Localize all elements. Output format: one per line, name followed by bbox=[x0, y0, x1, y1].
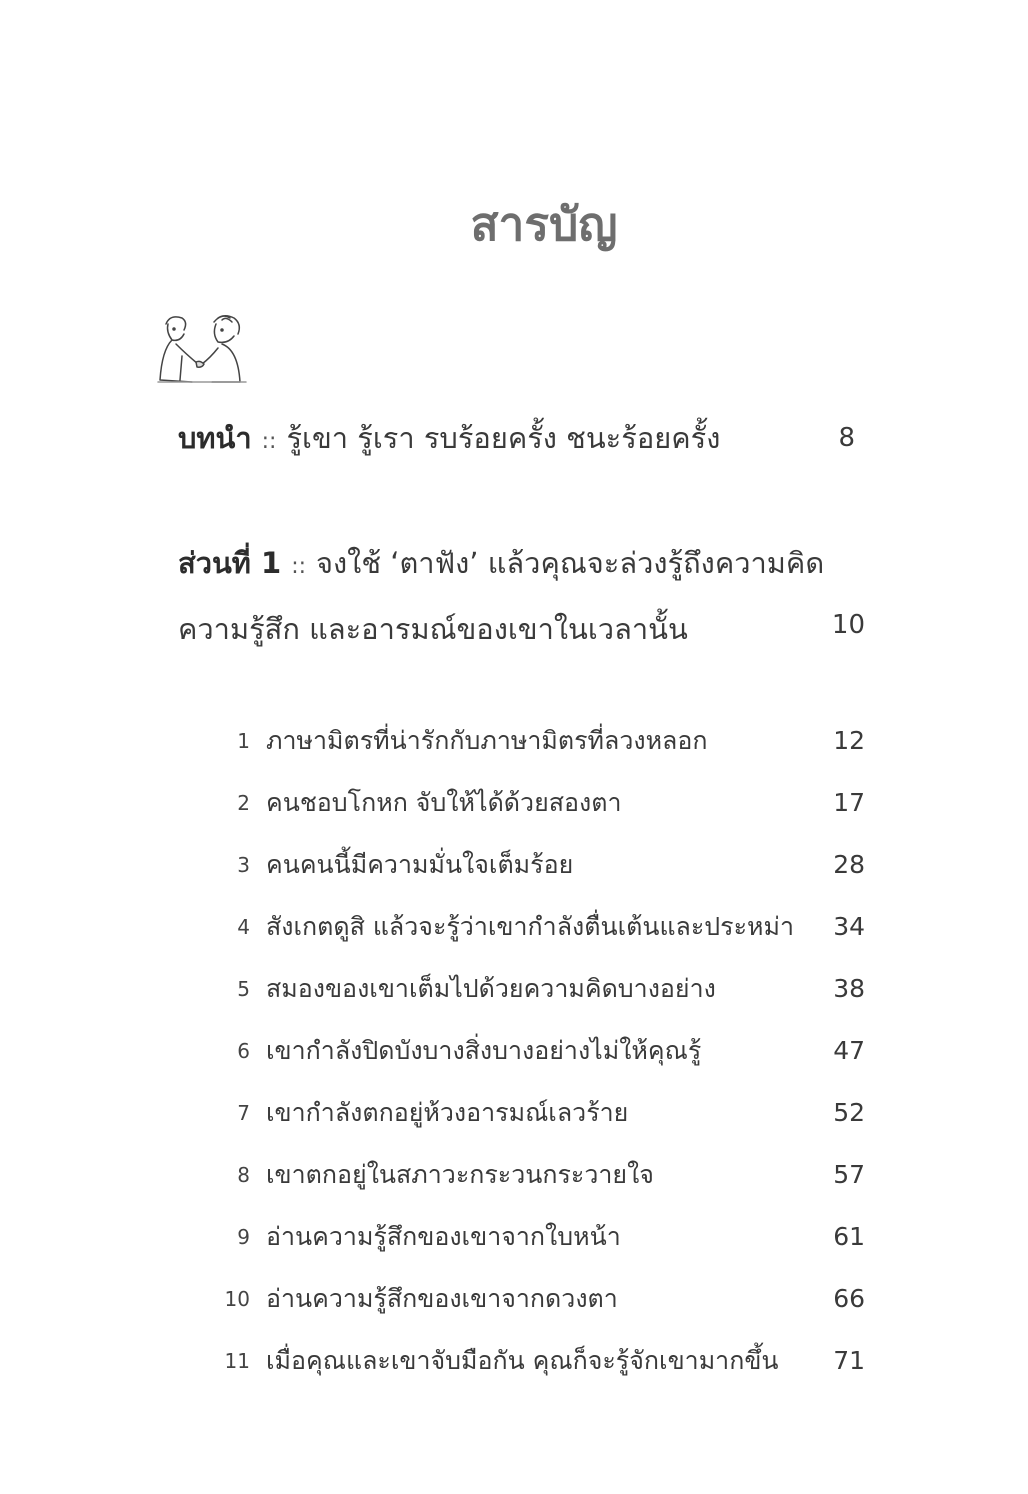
page-title: สารบัญ bbox=[470, 197, 618, 251]
chapter-title: เขาตกอยู่ในสภาวะกระวนกระวายใจ bbox=[266, 1160, 654, 1189]
chapter-title: สมองของเขาเต็มไปด้วยความคิดบางอย่าง bbox=[266, 974, 716, 1003]
chapter-entry[interactable] bbox=[0, 958, 1028, 1020]
chapter-number: 4 bbox=[237, 915, 250, 939]
intro-label: บทนำ bbox=[178, 421, 252, 455]
chapter-entry[interactable] bbox=[0, 1206, 1028, 1268]
chapter-page-number: 17 bbox=[833, 788, 865, 817]
handshake-cartoon-icon bbox=[152, 310, 252, 390]
chapter-number: 9 bbox=[237, 1225, 250, 1249]
toc-part1-entry[interactable] bbox=[178, 532, 898, 660]
chapter-page-number: 12 bbox=[833, 726, 865, 755]
chapter-page-number: 34 bbox=[833, 912, 865, 941]
chapter-title: อ่านความรู้สึกของเขาจากดวงตา bbox=[266, 1284, 618, 1313]
chapter-page-number: 61 bbox=[833, 1222, 865, 1251]
chapter-number: 2 bbox=[237, 791, 250, 815]
intro-title: รู้เขา รู้เรา รบร้อยครั้ง ชนะร้อยครั้ง bbox=[286, 421, 721, 455]
chapter-list bbox=[0, 710, 1028, 1392]
part1-page-number: 10 bbox=[831, 610, 865, 640]
part1-separator: :: bbox=[291, 554, 307, 579]
chapter-entry[interactable] bbox=[0, 1330, 1028, 1392]
chapter-page-number: 71 bbox=[833, 1346, 865, 1375]
chapter-number: 5 bbox=[237, 977, 250, 1001]
chapter-entry[interactable] bbox=[0, 1020, 1028, 1082]
chapter-entry[interactable] bbox=[0, 772, 1028, 834]
chapter-number: 8 bbox=[237, 1163, 250, 1187]
chapter-entry[interactable] bbox=[0, 896, 1028, 958]
chapter-page-number: 66 bbox=[833, 1284, 865, 1313]
chapter-number: 6 bbox=[237, 1039, 250, 1063]
chapter-page-number: 38 bbox=[833, 974, 865, 1003]
chapter-entry[interactable] bbox=[0, 1144, 1028, 1206]
chapter-title: คนคนนี้มีความมั่นใจเต็มร้อย bbox=[266, 850, 574, 879]
chapter-title: อ่านความรู้สึกของเขาจากใบหน้า bbox=[266, 1222, 621, 1251]
part1-title-line2: ความรู้สึก และอารมณ์ของเขาในเวลานั้น bbox=[178, 612, 688, 646]
chapter-title: คนชอบโกหก จับให้ได้ด้วยสองตา bbox=[266, 788, 622, 817]
chapter-page-number: 28 bbox=[833, 850, 865, 879]
chapter-entry[interactable] bbox=[0, 834, 1028, 896]
intro-separator: :: bbox=[261, 429, 277, 454]
chapter-page-number: 57 bbox=[833, 1160, 865, 1189]
chapter-page-number: 47 bbox=[833, 1036, 865, 1065]
chapter-number: 3 bbox=[237, 853, 250, 877]
chapter-number: 10 bbox=[224, 1287, 250, 1311]
chapter-title: เขากำลังตกอยู่ห้วงอารมณ์เลวร้าย bbox=[266, 1098, 629, 1127]
chapter-entry[interactable] bbox=[0, 710, 1028, 772]
chapter-number: 11 bbox=[224, 1349, 250, 1373]
chapter-entry[interactable] bbox=[0, 1082, 1028, 1144]
chapter-entry[interactable] bbox=[0, 1268, 1028, 1330]
chapter-number: 7 bbox=[237, 1101, 250, 1125]
chapter-title: เขากำลังปิดบังบางสิ่งบางอย่างไม่ให้คุณรู้ bbox=[266, 1036, 702, 1065]
chapter-title: ภาษามิตรที่น่ารักกับภาษามิตรที่ลวงหลอก bbox=[266, 726, 708, 755]
chapter-number: 1 bbox=[237, 729, 250, 753]
chapter-page-number: 52 bbox=[833, 1098, 865, 1127]
part1-title-line1: จงใช้ ‘ตาฟัง’ แล้วคุณจะล่วงรู้ถึงความคิด bbox=[316, 546, 825, 580]
chapter-title: เมื่อคุณและเขาจับมือกัน คุณก็จะรู้จักเขามากขึ้น bbox=[266, 1346, 779, 1375]
intro-page-number: 8 bbox=[838, 423, 855, 453]
part1-label: ส่วนที่ 1 bbox=[178, 546, 282, 580]
chapter-title: สังเกตดูสิ แล้วจะรู้ว่าเขากำลังตื่นเต้นและประหม่า bbox=[266, 912, 795, 941]
toc-intro-entry[interactable] bbox=[178, 412, 878, 468]
